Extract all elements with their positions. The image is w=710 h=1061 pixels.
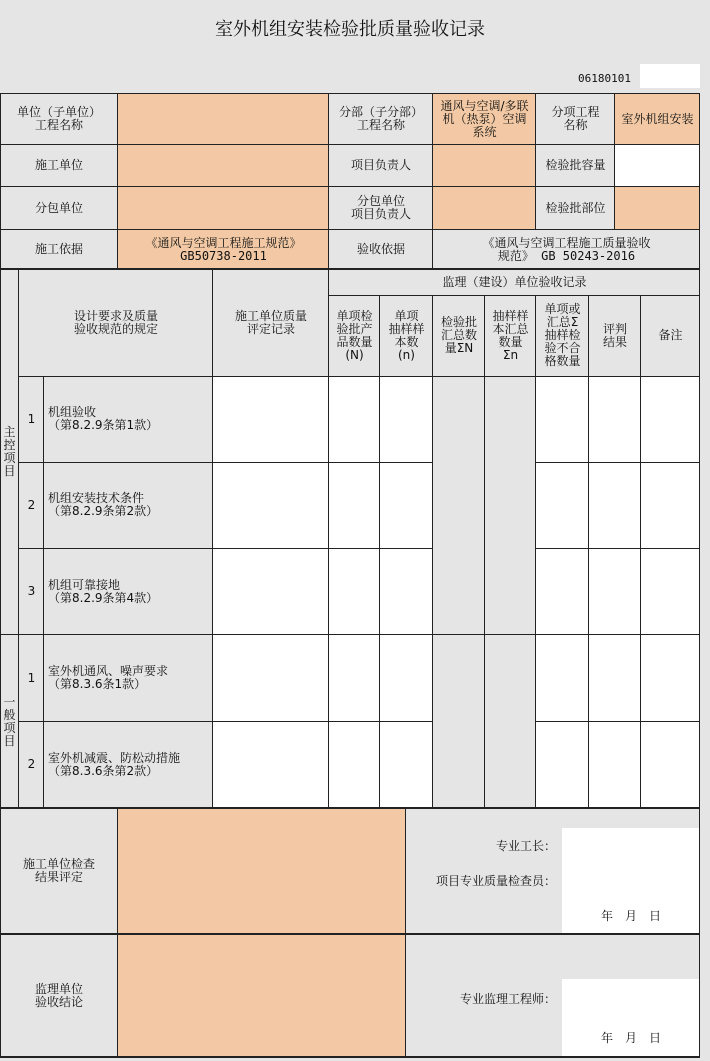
grid-line [0,144,700,145]
main-item-1-no: 1 [27,411,36,426]
contractor-record-header: 施工单位质量 评定记录 [234,308,307,336]
contractor-check-label: 施工单位检查 结果评定 [22,857,95,884]
result-col[interactable] [589,376,641,808]
main-item-2-text: 机组安装技术条件 （第8.2.9条第2款） [48,491,159,518]
sum-N-header: 检验批 汇总数 量ΣN [440,315,477,355]
location-label: 检验批部位 [545,200,606,215]
contractor-field[interactable] [118,144,329,186]
supervision-conclusion-field[interactable] [118,934,406,1057]
grid-line [432,93,433,269]
grid-line [0,1056,700,1058]
grid-line [535,295,536,808]
grid-line [0,933,700,935]
unit-name-field[interactable] [118,94,329,144]
subitem-value[interactable]: 室外机组安装 [615,94,700,144]
grid-line [614,93,615,230]
n-samples-header: 单项 抽样样 本数 (n) [388,308,425,362]
contractor-label: 施工单位 [34,157,83,172]
subdivision-label: 分部（子分部） 工程名称 [338,105,423,132]
grid-line [699,93,700,1058]
grid-line [19,376,700,377]
grid-line [117,93,118,269]
main-item-2-no: 2 [27,497,36,512]
general-items-label: 一 般 项 目 [3,694,16,748]
main-item-1-text: 机组验收 （第8.2.9条第1款） [48,405,159,432]
general-item-2-no: 2 [27,757,36,771]
sub-pm-field[interactable] [433,186,536,230]
n-products-header: 单项检 验批产 品数量 (N) [336,308,373,362]
grid-line [535,93,536,230]
engineer-label: 专业监理工程师： [459,991,556,1006]
grid-line [0,634,700,635]
subcontractor-label: 分包单位 [34,200,83,215]
subcontractor-field[interactable] [118,186,329,230]
grid-line [19,548,433,549]
n-samples-col[interactable] [380,376,433,808]
date-label-1: 年 月 日 [600,908,661,923]
grid-line [0,807,700,809]
main-items-label: 主 控 项 目 [3,425,16,478]
capacity-field[interactable] [615,144,700,186]
design-req-header: 设计要求及质量 验收规范的规定 [73,308,158,336]
general-item-1-no: 1 [27,670,36,685]
grid-line [117,808,118,1058]
record-code: 06180101 [578,72,631,85]
n-products-col[interactable] [329,376,380,808]
fail-count-header: 单项或 汇总Σ 抽样检 验不合 格数量 [544,302,581,368]
general-item-2-text: 室外机减震、防松动措施 （第8.3.6条第2款） [48,750,181,778]
grid-line [19,462,433,463]
capacity-label: 检验批容量 [545,157,606,172]
grid-line [536,462,700,463]
acceptance-value: 《通风与空调工程施工质量验收 规范》 GB 50243-2016 [482,235,651,263]
grid-line [536,548,700,549]
grid-line [0,186,700,187]
subitem-label: 分项工程 名称 [551,105,600,132]
foreman-label: 专业工长： [495,838,556,853]
location-field[interactable] [615,186,700,230]
main-item-3-text: 机组可靠接地 （第8.2.9条第4款） [48,577,159,605]
page-title: 室外机组安装检验批质量验收记录 [215,19,485,40]
grid-line [484,295,485,808]
contractor-check-field[interactable] [118,808,406,934]
code-input-box[interactable] [640,64,700,88]
date-label-2: 年 月 日 [600,1030,661,1045]
grid-line [0,229,700,230]
supervision-conclusion-label: 监理单位 验收结论 [34,981,83,1009]
grid-line [379,295,380,808]
sum-n-header: 抽样样 本汇总 数量 Σn [492,308,529,362]
supervision-header: 监理（建设）单位验收记录 [442,274,587,289]
subdivision-value[interactable]: 通风与空调/多联 机（热泵）空调 系统 [433,94,536,144]
unit-name-label: 单位（子单位） 工程名称 [16,105,101,132]
remark-header: 备注 [658,328,683,342]
acceptance-label: 验收依据 [356,242,405,256]
basis-value[interactable]: 《通风与空调工程施工规范》 GB50738-2011 [118,230,329,269]
pm-label: 项目负责人 [350,157,411,172]
result-header: 评判 结果 [602,321,627,349]
grid-line [43,376,44,808]
grid-line [405,808,406,1058]
grid-line [588,295,589,808]
pm-field[interactable] [433,144,536,186]
inspector-label: 项目专业质量检查员： [435,873,556,888]
grid-line [0,93,700,94]
grid-line [640,295,641,808]
fail-count-col[interactable] [536,376,589,808]
grid-line [329,295,700,296]
grid-line [19,721,433,722]
grid-line [328,93,329,808]
sub-pm-label: 分包单位 项目负责人 [350,194,411,221]
grid-line [0,268,700,270]
main-item-3-no: 3 [27,584,36,598]
contractor-record-col[interactable] [213,376,329,808]
grid-line [212,269,213,808]
general-item-1-text: 室外机通风、噪声要求 （第8.3.6条1款） [48,664,169,691]
grid-line [536,721,700,722]
grid-line [0,93,1,1058]
grid-line [432,295,433,808]
grid-line [18,269,19,808]
remark-col[interactable] [641,376,700,808]
basis-label: 施工依据 [34,242,83,256]
